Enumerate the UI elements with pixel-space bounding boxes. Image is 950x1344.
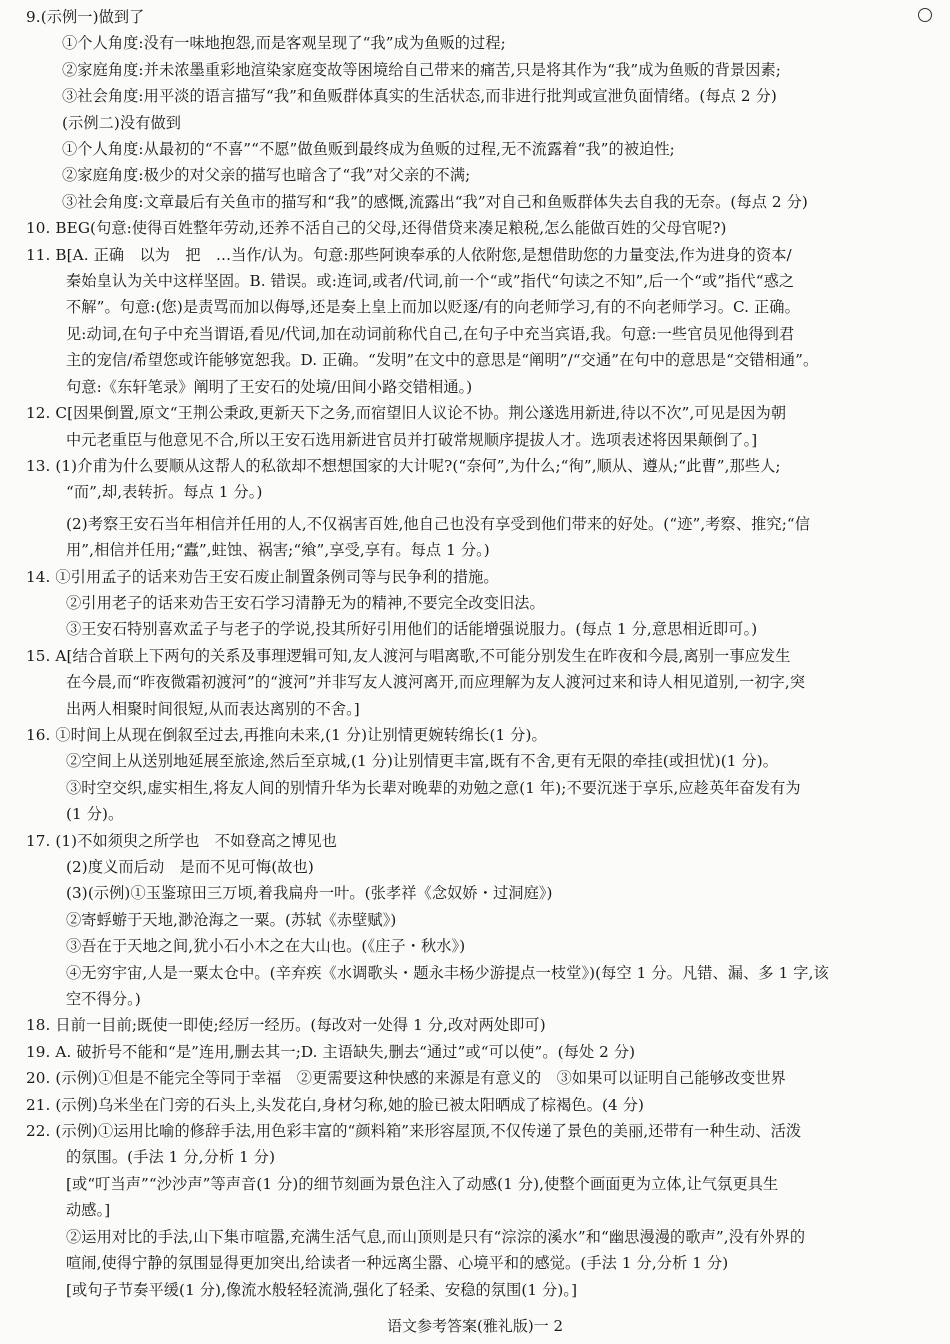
text-line: 16. ①时间上从现在倒叙至过去,再推向未来,(1 分)让别情更婉转绵长(1 分)。	[26, 725, 547, 744]
text-line: 动感。]	[66, 1201, 111, 1220]
text-line: (2)度义而后动 是而不见可悔(故也)	[66, 858, 314, 876]
text-line: (3)(示例)①玉鉴琼田三万顷,着我扁舟一叶。(张孝祥《念奴娇・过洞庭》)	[66, 884, 553, 903]
text-line: (2)考察王安石当年相信并任用的人,不仅祸害百姓,他自己也没有享受到他们带来的好处。(“迹”,考察、推究;“信	[66, 514, 811, 533]
text-line: 不解”。句意:(您)是责骂而加以侮辱,还是奏上皇上而加以贬逐/有的向老师学习,有的不向老师学习。C. 正确。	[66, 298, 800, 317]
text-line: ②家庭角度:极少的对父亲的描写也暗含了“我”对父亲的不满;	[62, 166, 471, 185]
text-line: 19. A. 破折号不能和“是”连用,删去其一;D. 主语缺失,删去“通过”或“可以使”。(每处 2 分)	[26, 1042, 636, 1061]
text-line: ①个人角度:从最初的“不喜”“不愿”做鱼贩到最终成为鱼贩的过程,无不流露着“我”的被迫性;	[62, 140, 675, 159]
text-line: 主的宠信/希望您或许能够宽恕我。D. 正确。“发明”在文中的意思是“阐明”/“交通”在句中的意思是“交错相通”。	[66, 351, 819, 370]
text-line: ①个人角度:没有一味地抱怨,而是客观呈现了“我”成为鱼贩的过程;	[62, 34, 506, 53]
text-line: 22. (示例)①运用比喻的修辞手法,用色彩丰富的“颜料箱”来形容屋顶,不仅传递了景色的美丽,还带有一种生动、活泼	[26, 1122, 802, 1141]
text-line: 18. 日前一目前;既使一即使;经厉一经历。(每改对一处得 1 分,改对两处即可)	[26, 1016, 546, 1035]
text-line: 9.(示例一)做到了	[26, 8, 145, 26]
text-line: 喧闹,使得宁静的氛围显得更加突出,给读者一种远离尘嚣、心境平和的感觉。(手法 1 分,分析 1 分)	[66, 1254, 729, 1273]
text-line: ②家庭角度:并未浓墨重彩地渲染家庭变故等困境给自己带来的痛苦,只是将其作为“我”成为鱼贩的背景因素;	[62, 60, 782, 79]
text-line: ④无穷宇宙,人是一粟太仓中。(辛弃疾《水调歌头・题永丰杨少游提点一枝堂》)(每空 1 分。凡错、漏、多 1 字,该	[66, 963, 829, 982]
text-line: ②空间上从送别地延展至旅途,然后至京城,(1 分)让别情更丰富,既有不舍,更有无限的牵挂(或担忧)(1 分)。	[66, 752, 779, 771]
text-line: 的氛围。(手法 1 分,分析 1 分)	[66, 1148, 276, 1167]
text-line: [或句子节奏平缓(1 分),像流水般轻轻流淌,强化了轻柔、安稳的氛围(1 分)。]	[66, 1280, 578, 1299]
page-footer: 语文参考答案(雅礼版)一 2	[386, 1317, 564, 1335]
text-line: 中元老重臣与他意见不合,所以王安石选用新进官员并打破常规顺序提拔人才。选项表述将因果颠倒了。]	[66, 430, 758, 449]
text-line: 句意:《东轩笔录》阐明了王安石的处境/田间小路交错相通。)	[66, 377, 473, 396]
text-line: 秦始皇认为关中这样坚固。B. 错误。或:连词,或者/代词,前一个“或”指代“句读之不知”,后一个“或”指代“惑之	[66, 272, 795, 291]
text-line: ②寄蜉蝣于天地,渺沧海之一粟。(苏轼《赤壁赋》)	[66, 910, 397, 929]
text-line: 13. (1)介甫为什么要顺从这帮人的私欲却不想想国家的大计呢?(“奈何”,为什么;“徇”,顺从、遵从;“此曹”,那些人;	[26, 456, 781, 475]
text-line: ②引用老子的话来劝告王安石学习清静无为的精神,不要完全改变旧法。	[66, 593, 545, 612]
text-line: 20. (示例)①但是不能完全等同于幸福 ②更需要这种快感的来源是有意义的 ③如果可以证明自己能够改变世界	[26, 1069, 786, 1088]
text-line: 10. BEG(句意:使得百姓整年劳动,还养不活自己的父母,还得借贷来凑足粮税,怎么能做百姓的父母官呢?)	[26, 219, 727, 238]
text-line: ③王安石特别喜欢孟子与老子的学说,投其所好引用他们的话能增强说服力。(每点 1 分,意思相近即可。)	[66, 620, 758, 639]
text-line: (1 分)。	[66, 805, 124, 824]
text-line: ②运用对比的手法,山下集市喧嚣,充满生活气息,而山顶则是只有“淙淙的溪水”和“幽思漫漫的歌声”,没有外界的	[66, 1227, 806, 1246]
text-line: ③社会角度:文章最后有关鱼市的描写和“我”的感慨,流露出“我”对自己和鱼贩群体失去自我的无奈。(每点 2 分)	[62, 192, 808, 211]
text-line: 12. C[因果倒置,原文“王荆公秉政,更新天下之务,而宿望旧人议论不协。荆公遂选用新进,待以不次”,可见是因为朝	[26, 404, 787, 423]
text-line: ③吾在于天地之间,犹小石小木之在大山也。(《庄子・秋水》)	[66, 937, 466, 956]
corner-circle-mark	[918, 8, 932, 22]
text-line: “而”,却,表转折。每点 1 分。)	[66, 483, 263, 502]
text-line: 15. A[结合首联上下两句的关系及事理逻辑可知,友人渡河与唱离歌,不可能分别发生在昨夜和今晨,离别一事应发生	[26, 646, 791, 665]
text-line: 在今晨,而“昨夜微霜初渡河”的“渡河”并非写友人渡河离开,而应理解为友人渡河过来和诗人相见道别,一初字,突	[66, 673, 806, 692]
text-line: 11. B[A. 正确 以为 把 …当作/认为。句意:那些阿谀奉承的人依附您,是想借助您的力量变法,作为进身的资本/	[26, 245, 792, 264]
text-line: 见:动词,在句子中充当谓语,看见/代词,加在动词前称代自己,在句子中充当宾语,我。句意:一些官员见他得到君	[66, 324, 795, 343]
text-line: 出两人相聚时间很短,从而表达离别的不舍。]	[66, 699, 360, 718]
text-line: [或“叮当声”“沙沙声”等声音(1 分)的细节刻画为景色注入了动感(1 分),使整个画面更为立体,让气氛更具生	[66, 1174, 779, 1193]
text-line: ③社会角度:用平淡的语言描写“我”和鱼贩群体真实的生活状态,而非进行批判或宣泄负面情绪。(每点 2 分)	[62, 87, 777, 106]
text-line: 21. (示例)乌米坐在门旁的石头上,头发花白,身材匀称,她的脸已被太阳晒成了棕褐色。(4 分)	[26, 1095, 645, 1114]
text-line: 14. ①引用孟子的话来劝告王安石废止制置条例司等与民争利的措施。	[26, 567, 499, 586]
text-line: 空不得分。)	[66, 990, 141, 1009]
text-line: ③时空交织,虚实相生,将友人间的别情升华为长辈对晚辈的劝勉之意(1 年);不要沉迷于享乐,应趁英年奋发有为	[66, 778, 801, 797]
text-line: 17. (1)不如须臾之所学也 不如登高之博见也	[26, 831, 338, 850]
answer-text-body	[26, 4, 918, 1303]
text-line: (示例二)没有做到	[62, 113, 182, 132]
text-line: 用”,相信并任用;“蠹”,蛀蚀、祸害;“飨”,享受,享有。每点 1 分。)	[66, 541, 490, 560]
